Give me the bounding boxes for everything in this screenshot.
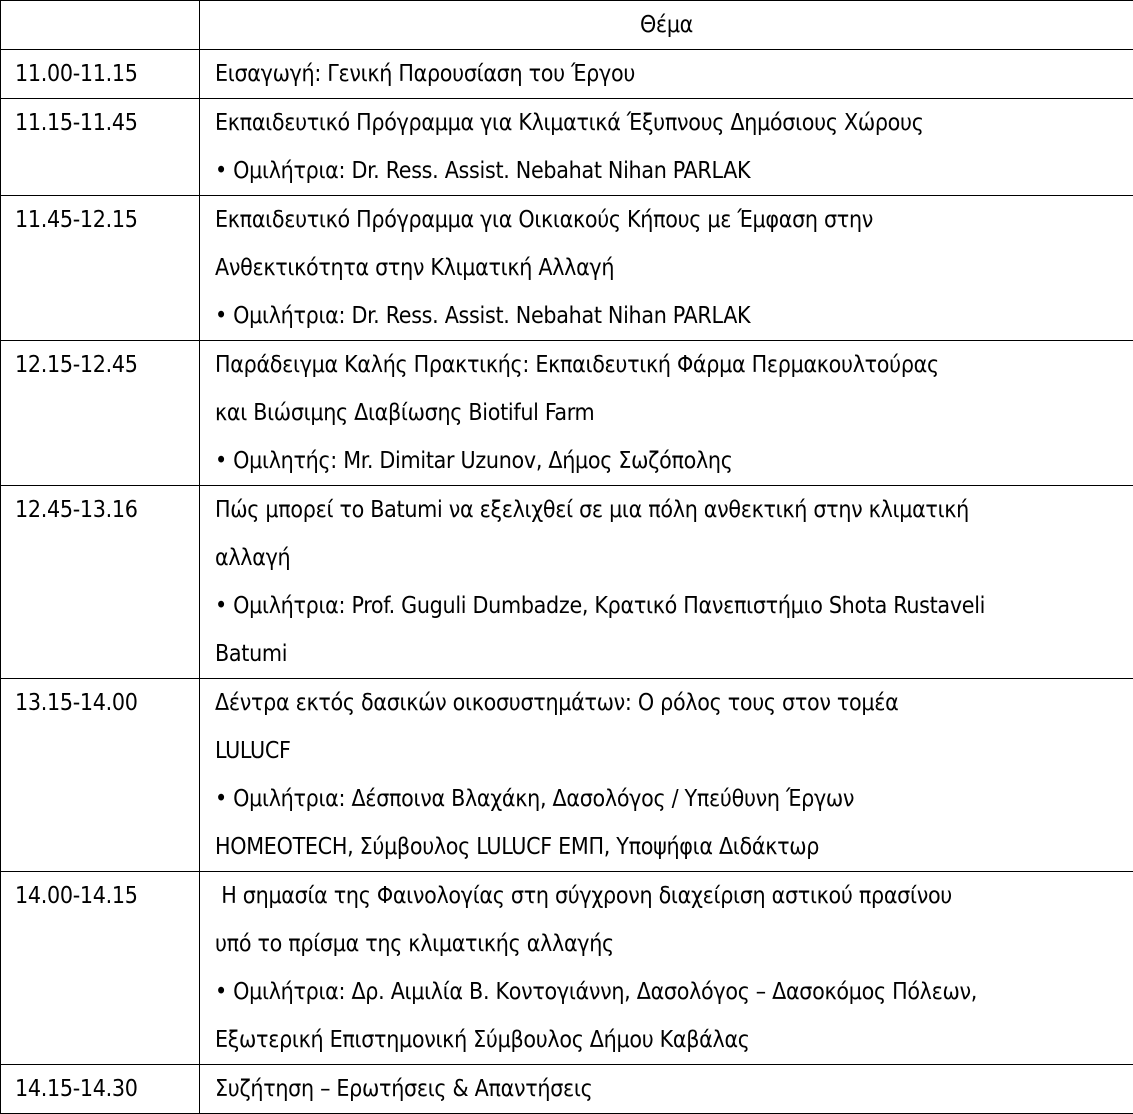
time-slot: 14.15-14.30 [1,1065,200,1114]
speaker-line: • Ομιλήτρια: Prof. Guguli Dumbadze, Κρατικό Πανεπιστήμιο Shota Rustaveli [215,582,985,630]
topic-line: Εισαγωγή: Γενική Παρουσίαση του Έργου [215,50,635,98]
table-row [1,1065,1133,1114]
topic-line: Εκπαιδευτικό Πρόγραμμα για Οικιακούς Κήπους με Έμφαση στην [215,196,873,244]
time-slot: 11.45-12.15 [1,196,200,341]
table-row [1,679,1133,872]
speaker-line: Batumi [215,630,287,678]
topic-line: Συζήτηση – Ερωτήσεις & Απαντήσεις [215,1065,592,1113]
topic-line: υπό το πρίσμα της κλιματικής αλλαγής [215,920,614,968]
table-row [1,872,1133,1065]
topic-cell [200,1065,1133,1114]
topic-cell [200,341,1133,486]
table-row [1,341,1133,486]
topic-line: Πώς μπορεί το Batumi να εξελιχθεί σε μια πόλη ανθεκτική στην κλιματική [215,486,969,534]
topic-cell [200,872,1133,1065]
topic-line: Ανθεκτικότητα στην Κλιματική Αλλαγή [215,244,614,292]
topic-cell [200,196,1133,341]
topic-cell [200,679,1133,872]
speaker-line: • Ομιλήτρια: Δέσποινα Βλαχάκη, Δασολόγος / Υπεύθυνη Έργων [215,775,854,823]
table-row [1,99,1133,196]
topic-line: LULUCF [215,727,291,775]
speaker-line: • Ομιλήτρια: Dr. Ress. Assist. Nebahat Nihan PARLAK [215,147,750,195]
topic-line: Δέντρα εκτός δασικών οικοσυστημάτων: Ο ρόλος τους στον τομέα [215,679,898,727]
speaker-line: HOMEOTECH, Σύμβουλος LULUCF ΕΜΠ, Υποψήφια Διδάκτωρ [215,823,819,871]
time-slot: 13.15-14.00 [1,679,200,872]
speaker-line: • Ομιλήτρια: Δρ. Αιμιλία Β. Κοντογιάννη, Δασολόγος – Δασοκόμος Πόλεων, [215,968,977,1016]
speaker-line: Εξωτερική Επιστημονική Σύμβουλος Δήμου Καβάλας [215,1016,750,1064]
table-row [1,50,1133,99]
time-slot: 11.15-11.45 [1,99,200,196]
topic-cell [200,99,1133,196]
topic-line: αλλαγή [215,534,290,582]
time-slot: 11.00-11.15 [1,50,200,99]
time-column-header [1,1,200,50]
topic-cell [200,50,1133,99]
topic-column-header: Θέμα [200,1,1133,50]
time-slot: 12.15-12.45 [1,341,200,486]
time-slot: 12.45-13.16 [1,486,200,679]
speaker-line: • Ομιλητής: Mr. Dimitar Uzunov, Δήμος Σωζόπολης [215,437,733,485]
topic-line: Εκπαιδευτικό Πρόγραμμα για Κλιματικά Έξυπνους Δημόσιους Χώρους [215,99,924,147]
time-slot: 14.00-14.15 [1,872,200,1065]
table-row [1,486,1133,679]
topic-line: Η σημασία της Φαινολογίας στη σύγχρονη διαχείριση αστικού πρασίνου [215,872,952,920]
topic-line: Παράδειγμα Καλής Πρακτικής: Εκπαιδευτική Φάρμα Περμακουλτούρας [215,341,939,389]
speaker-line: • Ομιλήτρια: Dr. Ress. Assist. Nebahat Nihan PARLAK [215,292,750,340]
topic-line: και Βιώσιμης Διαβίωσης Biotiful Farm [215,389,594,437]
topic-cell [200,486,1133,679]
table-row [1,196,1133,341]
table-header-row [1,1,1133,50]
agenda-rows [1,50,1133,1114]
